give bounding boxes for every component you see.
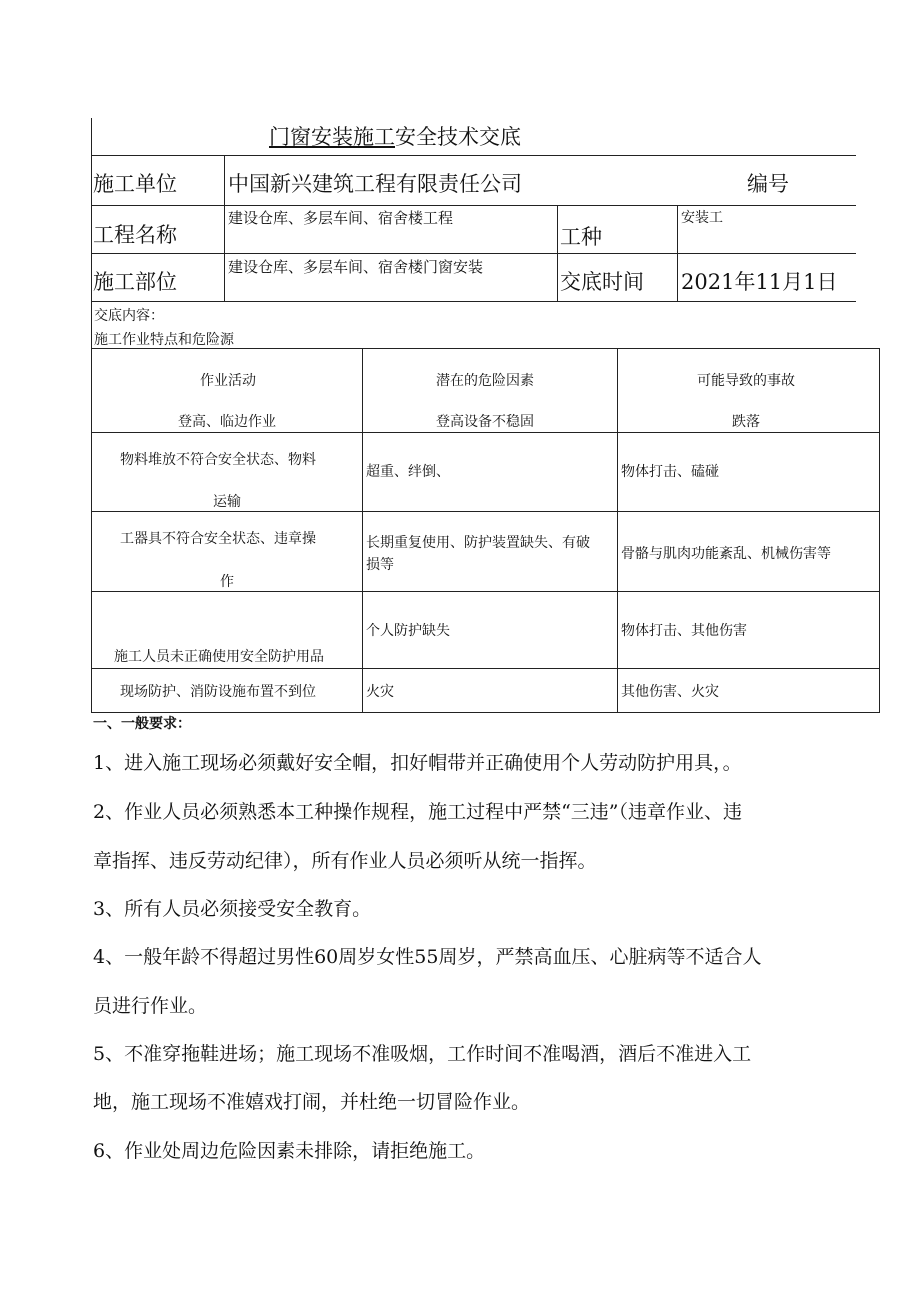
hazard-col-1 [362,348,363,712]
project-value: 建设仓库、多层车间、宿舍楼工程 [228,209,454,227]
number-label: 编号 [747,172,789,196]
requirement-line-4: 3、所有人员必须接受安全教育。 [93,898,372,920]
hazard-row3-hazard-line2: 损等 [366,557,394,573]
hazard-row5-activity: 现场防护、消防设施布置不到位 [120,684,316,700]
hazard-row2-activity-line2: 运输 [213,494,241,510]
hazard-row2-hazard: 超重、绊倒、 [366,464,450,480]
hazard-table-line-d [91,668,880,669]
hazard-table-line-b [91,511,880,512]
title-rest: 安全技术交底 [395,125,521,149]
col-line-label [224,155,225,301]
hazard-col-2 [617,348,618,712]
requirement-line-2: 2、作业人员必须熟悉本工种操作规程，施工过程中严禁“三违”（违章作业、违 [93,801,743,823]
hazard-row4-hazard: 个人防护缺失 [366,623,450,639]
col-line-trade-label [557,205,558,301]
hazard-row3-hazard-line1: 长期重复使用、防护装置缺失、有破 [366,535,590,551]
hazard-row1-hazard: 登高设备不稳固 [436,414,534,430]
hazard-row1-accident: 跌落 [732,414,760,430]
project-label: 工程名称 [93,223,177,247]
title-underlined-part: 门窗安装施工 [269,125,395,149]
hazard-col-3 [879,348,880,712]
col-line-trade-value [677,205,678,301]
part-value: 建设仓库、多层车间、宿舍楼门窗安装 [228,258,484,276]
hazard-row1-activity: 登高、临边作业 [178,414,276,430]
row-line-4 [91,301,856,302]
hazard-row3-accident: 骨骼与肌肉功能紊乱、机械伤害等 [621,546,831,562]
hazard-row5-hazard: 火灾 [366,684,394,700]
hazard-header-accident: 可能导致的事故 [697,373,795,389]
form-left-border [91,118,92,348]
row-line-1 [91,155,856,156]
hazard-table-bottom [91,712,880,713]
trade-value: 安装工 [681,210,723,226]
requirement-line-3: 章指挥、违反劳动纪律），所有作业人员必须听从统一指挥。 [93,850,597,872]
trade-label: 工种 [560,225,602,249]
hazard-header-hazard: 潜在的危险因素 [436,373,534,389]
row-line-3 [91,253,856,254]
part-label: 施工部位 [93,270,177,294]
time-value: 2021年11月1日 [681,270,838,294]
hazard-header-activity: 作业活动 [200,373,256,389]
hazard-table-line-c [91,591,880,592]
requirement-line-8: 地，施工现场不准嬉戏打闹，并杜绝一切冒险作业。 [93,1091,531,1113]
section-title: 施工作业特点和危险源 [94,332,234,348]
page-title [269,121,521,151]
hazard-row3-activity-line1: 工器具不符合安全状态、违章操 [120,531,316,547]
hazard-table-top [91,348,880,349]
hazard-row4-activity: 施工人员未正确使用安全防护用品 [114,649,324,665]
hazard-row4-accident: 物体打击、其他伤害 [621,623,747,639]
row-line-2 [91,205,856,206]
hazard-row3-activity-line2: 作 [220,574,234,590]
hazard-table-line-a [91,432,880,433]
requirement-line-5: 4、一般年龄不得超过男性60周岁女性55周岁，严禁高血压、心脏病等不适合人 [93,946,762,968]
hazard-row2-activity-line1: 物料堆放不符合安全状态、物料 [120,452,316,468]
time-label: 交底时间 [560,270,644,294]
requirement-line-6: 员进行作业。 [93,995,208,1017]
content-label: 交底内容： [94,308,164,324]
unit-value: 中国新兴建筑工程有限责任公司 [228,172,522,196]
requirement-line-1: 1、进入施工现场必须戴好安全帽，扣好帽带并正确使用个人劳动防护用具，。 [93,752,742,774]
requirement-line-9: 6、作业处周边危险因素未排除，请拒绝施工。 [93,1140,486,1162]
requirements-heading: 一、一般要求： [93,716,191,732]
hazard-row5-accident: 其他伤害、火灾 [621,684,719,700]
hazard-row2-accident: 物体打击、磕碰 [621,464,719,480]
requirement-line-7: 5、不准穿拖鞋进场；施工现场不准吸烟，工作时间不准喝酒，酒后不准进入工 [93,1043,752,1065]
unit-label: 施工单位 [93,172,177,196]
hazard-col-0 [91,348,92,712]
